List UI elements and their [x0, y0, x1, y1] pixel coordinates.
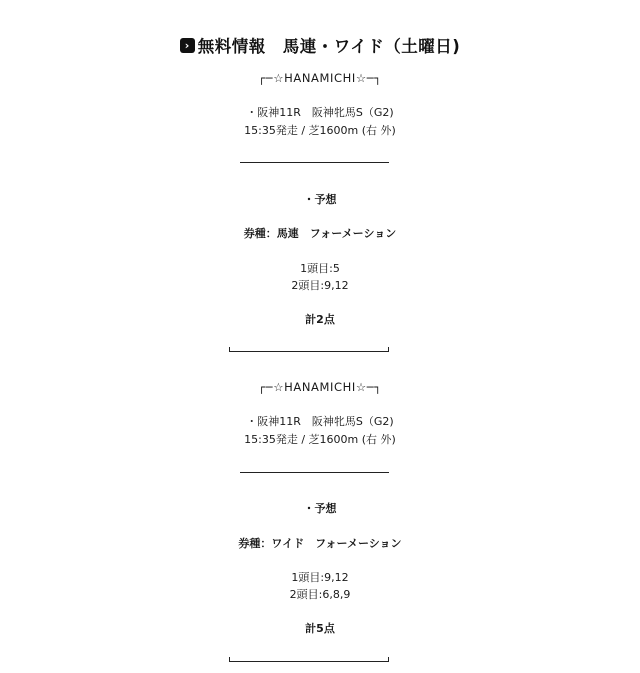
frame-bottom-1: [229, 347, 389, 352]
bet-type-2: 券種：ワイド フォーメーション: [238, 537, 402, 550]
frame-top-2: ┌─☆HANAMICHI☆─┐: [258, 380, 382, 394]
prediction-label-1: ・予想: [303, 193, 337, 206]
bet-type-1: 券種：馬連 フォーメーション: [243, 227, 397, 240]
page-title-text: 無料情報 馬連・ワイド（土曜日): [197, 37, 461, 56]
second-horse-1: 2頭目:9,12: [291, 279, 349, 292]
race-details-1: 15:35発走 / 芝1600m (右 外): [244, 124, 396, 137]
total-points-2: 計5点: [305, 622, 335, 635]
chevron-right-icon: ›: [180, 38, 195, 53]
race-name-1: ・阪神11R 阪神牝馬S（G2): [246, 106, 394, 119]
first-horse-1: 1頭目:5: [300, 262, 340, 275]
page-title: [0, 33, 640, 57]
divider-1: [240, 162, 389, 163]
first-horse-2: 1頭目:9,12: [291, 571, 349, 584]
divider-2: [240, 472, 389, 473]
frame-top-1: ┌─☆HANAMICHI☆─┐: [258, 71, 382, 85]
frame-bottom-2: [229, 657, 389, 662]
race-details-2: 15:35発走 / 芝1600m (右 外): [244, 433, 396, 446]
prediction-label-2: ・予想: [303, 502, 337, 515]
second-horse-2: 2頭目:6,8,9: [289, 588, 351, 601]
race-name-2: ・阪神11R 阪神牝馬S（G2): [246, 415, 394, 428]
total-points-1: 計2点: [305, 313, 335, 326]
